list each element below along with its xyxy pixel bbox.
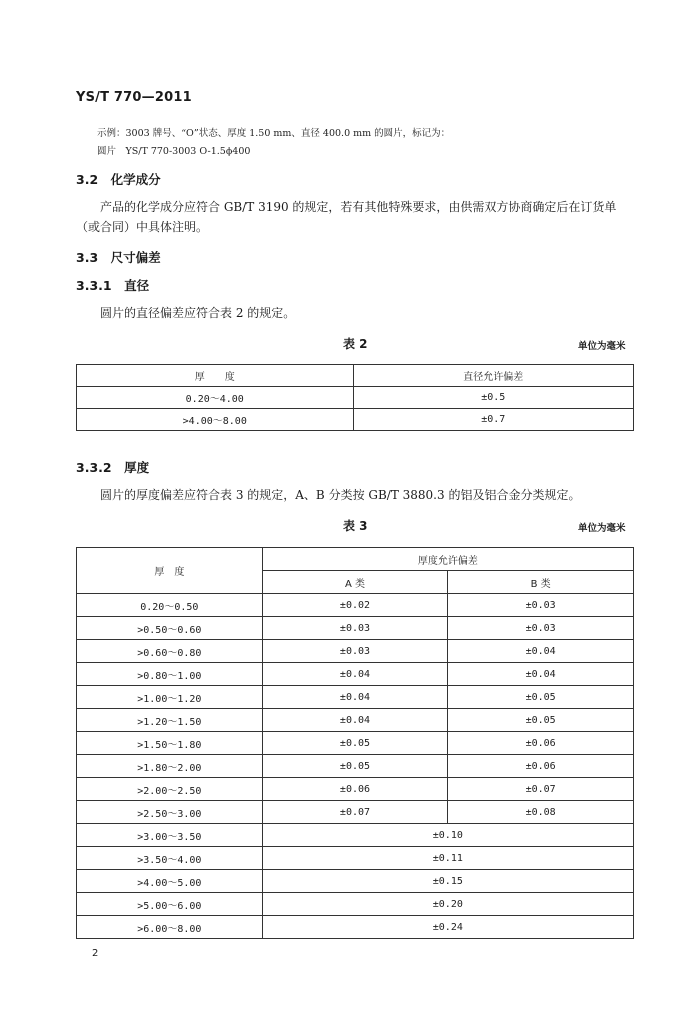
table-row [77,387,634,409]
table-cell: ±0.04 [262,709,448,732]
table-cell: ±0.04 [262,663,448,686]
table-row [77,801,634,824]
document-code-header: YS/T 770—2011 [76,90,192,105]
table-cell: ±0.03 [262,640,448,663]
example-line-1: 示例：3003 牌号、“O”状态、厚度 1.50 mm、直径 400.0 mm 的圆片，标记为： [97,128,451,139]
table-cell: >6.00～8.00 [77,916,263,939]
page-number: 2 [92,948,99,959]
table-header-cell: 厚度允许偏差 [262,548,633,571]
table-cell: ±0.03 [448,617,634,640]
table-row [77,686,634,709]
table-2-caption: 表 2 [343,337,368,351]
section-3-2-para-line-2: （或合同）中具体注明。 [76,220,209,234]
table-3-caption: 表 3 [343,519,368,533]
table-row [77,709,634,732]
table-header-row [77,548,634,571]
table-cell: ±0.07 [262,801,448,824]
table-header-cell: 厚 度 [77,548,263,594]
section-3-3-2-heading: 3.3.2 厚度 [76,460,150,475]
table-cell: >1.20～1.50 [77,709,263,732]
table-header-row [77,365,634,387]
table-cell: ±0.03 [262,617,448,640]
table-cell: 0.20～0.50 [77,594,263,617]
table-row [77,617,634,640]
table-cell: >1.00～1.20 [77,686,263,709]
table-cell: ±0.15 [262,870,633,893]
table-cell: ±0.05 [448,686,634,709]
table-row [77,870,634,893]
section-3-3-2-para: 圆片的厚度偏差应符合表 3 的规定，A、B 分类按 GB/T 3880.3 的铝及铝合金分类规定。 [100,488,581,502]
table-row [77,824,634,847]
table-row [77,847,634,870]
table-row [77,778,634,801]
table-3 [76,547,634,939]
table-cell: ±0.04 [448,663,634,686]
table-cell: ±0.05 [262,755,448,778]
table-header-cell: A 类 [262,571,448,594]
section-3-3-1-heading: 3.3.1 直径 [76,278,150,293]
table-cell: >1.80～2.00 [77,755,263,778]
table-header-cell: 厚 度 [77,365,354,387]
table-cell: ±0.7 [353,409,634,431]
table-row [77,640,634,663]
table-cell: >0.80～1.00 [77,663,263,686]
example-line-2: 圆片 YS/T 770-3003 O-1.5ϕ400 [97,146,251,157]
table-cell: >4.00～5.00 [77,870,263,893]
table-row [77,663,634,686]
table-cell: >0.60～0.80 [77,640,263,663]
table-header-cell: 直径允许偏差 [353,365,634,387]
section-3-2-heading: 3.2 化学成分 [76,172,161,187]
table-cell: >2.00～2.50 [77,778,263,801]
table-cell: ±0.02 [262,594,448,617]
table-row [77,755,634,778]
table-cell: ±0.06 [262,778,448,801]
table-cell: >0.50～0.60 [77,617,263,640]
table-3-unit: 单位为毫米 [578,523,626,534]
table-cell: ±0.07 [448,778,634,801]
table-cell: >3.50～4.00 [77,847,263,870]
table-cell: ±0.5 [353,387,634,409]
section-3-3-heading: 3.3 尺寸偏差 [76,250,161,265]
table-cell: ±0.11 [262,847,633,870]
table-cell: >5.00～6.00 [77,893,263,916]
table-2-unit: 单位为毫米 [578,341,626,352]
table-cell: 0.20～4.00 [77,387,354,409]
table-row [77,732,634,755]
table-header-cell: B 类 [448,571,634,594]
table-cell: ±0.08 [448,801,634,824]
table-cell: ±0.06 [448,755,634,778]
table-cell: ±0.05 [262,732,448,755]
table-row [77,409,634,431]
table-cell: >3.00～3.50 [77,824,263,847]
table-cell: ±0.04 [262,686,448,709]
table-2 [76,364,634,431]
section-3-2-para-line-1: 产品的化学成分应符合 GB/T 3190 的规定，若有其他特殊要求，由供需双方协商确定后在订货单 [100,200,617,214]
table-cell: ±0.10 [262,824,633,847]
table-cell: >1.50～1.80 [77,732,263,755]
table-cell: >4.00～8.00 [77,409,354,431]
table-cell: ±0.24 [262,916,633,939]
table-cell: ±0.06 [448,732,634,755]
table-cell: ±0.20 [262,893,633,916]
table-row [77,916,634,939]
table-row [77,893,634,916]
table-cell: ±0.04 [448,640,634,663]
table-row [77,594,634,617]
table-cell: ±0.03 [448,594,634,617]
section-3-3-1-para: 圆片的直径偏差应符合表 2 的规定。 [100,306,296,320]
table-cell: >2.50～3.00 [77,801,263,824]
table-cell: ±0.05 [448,709,634,732]
